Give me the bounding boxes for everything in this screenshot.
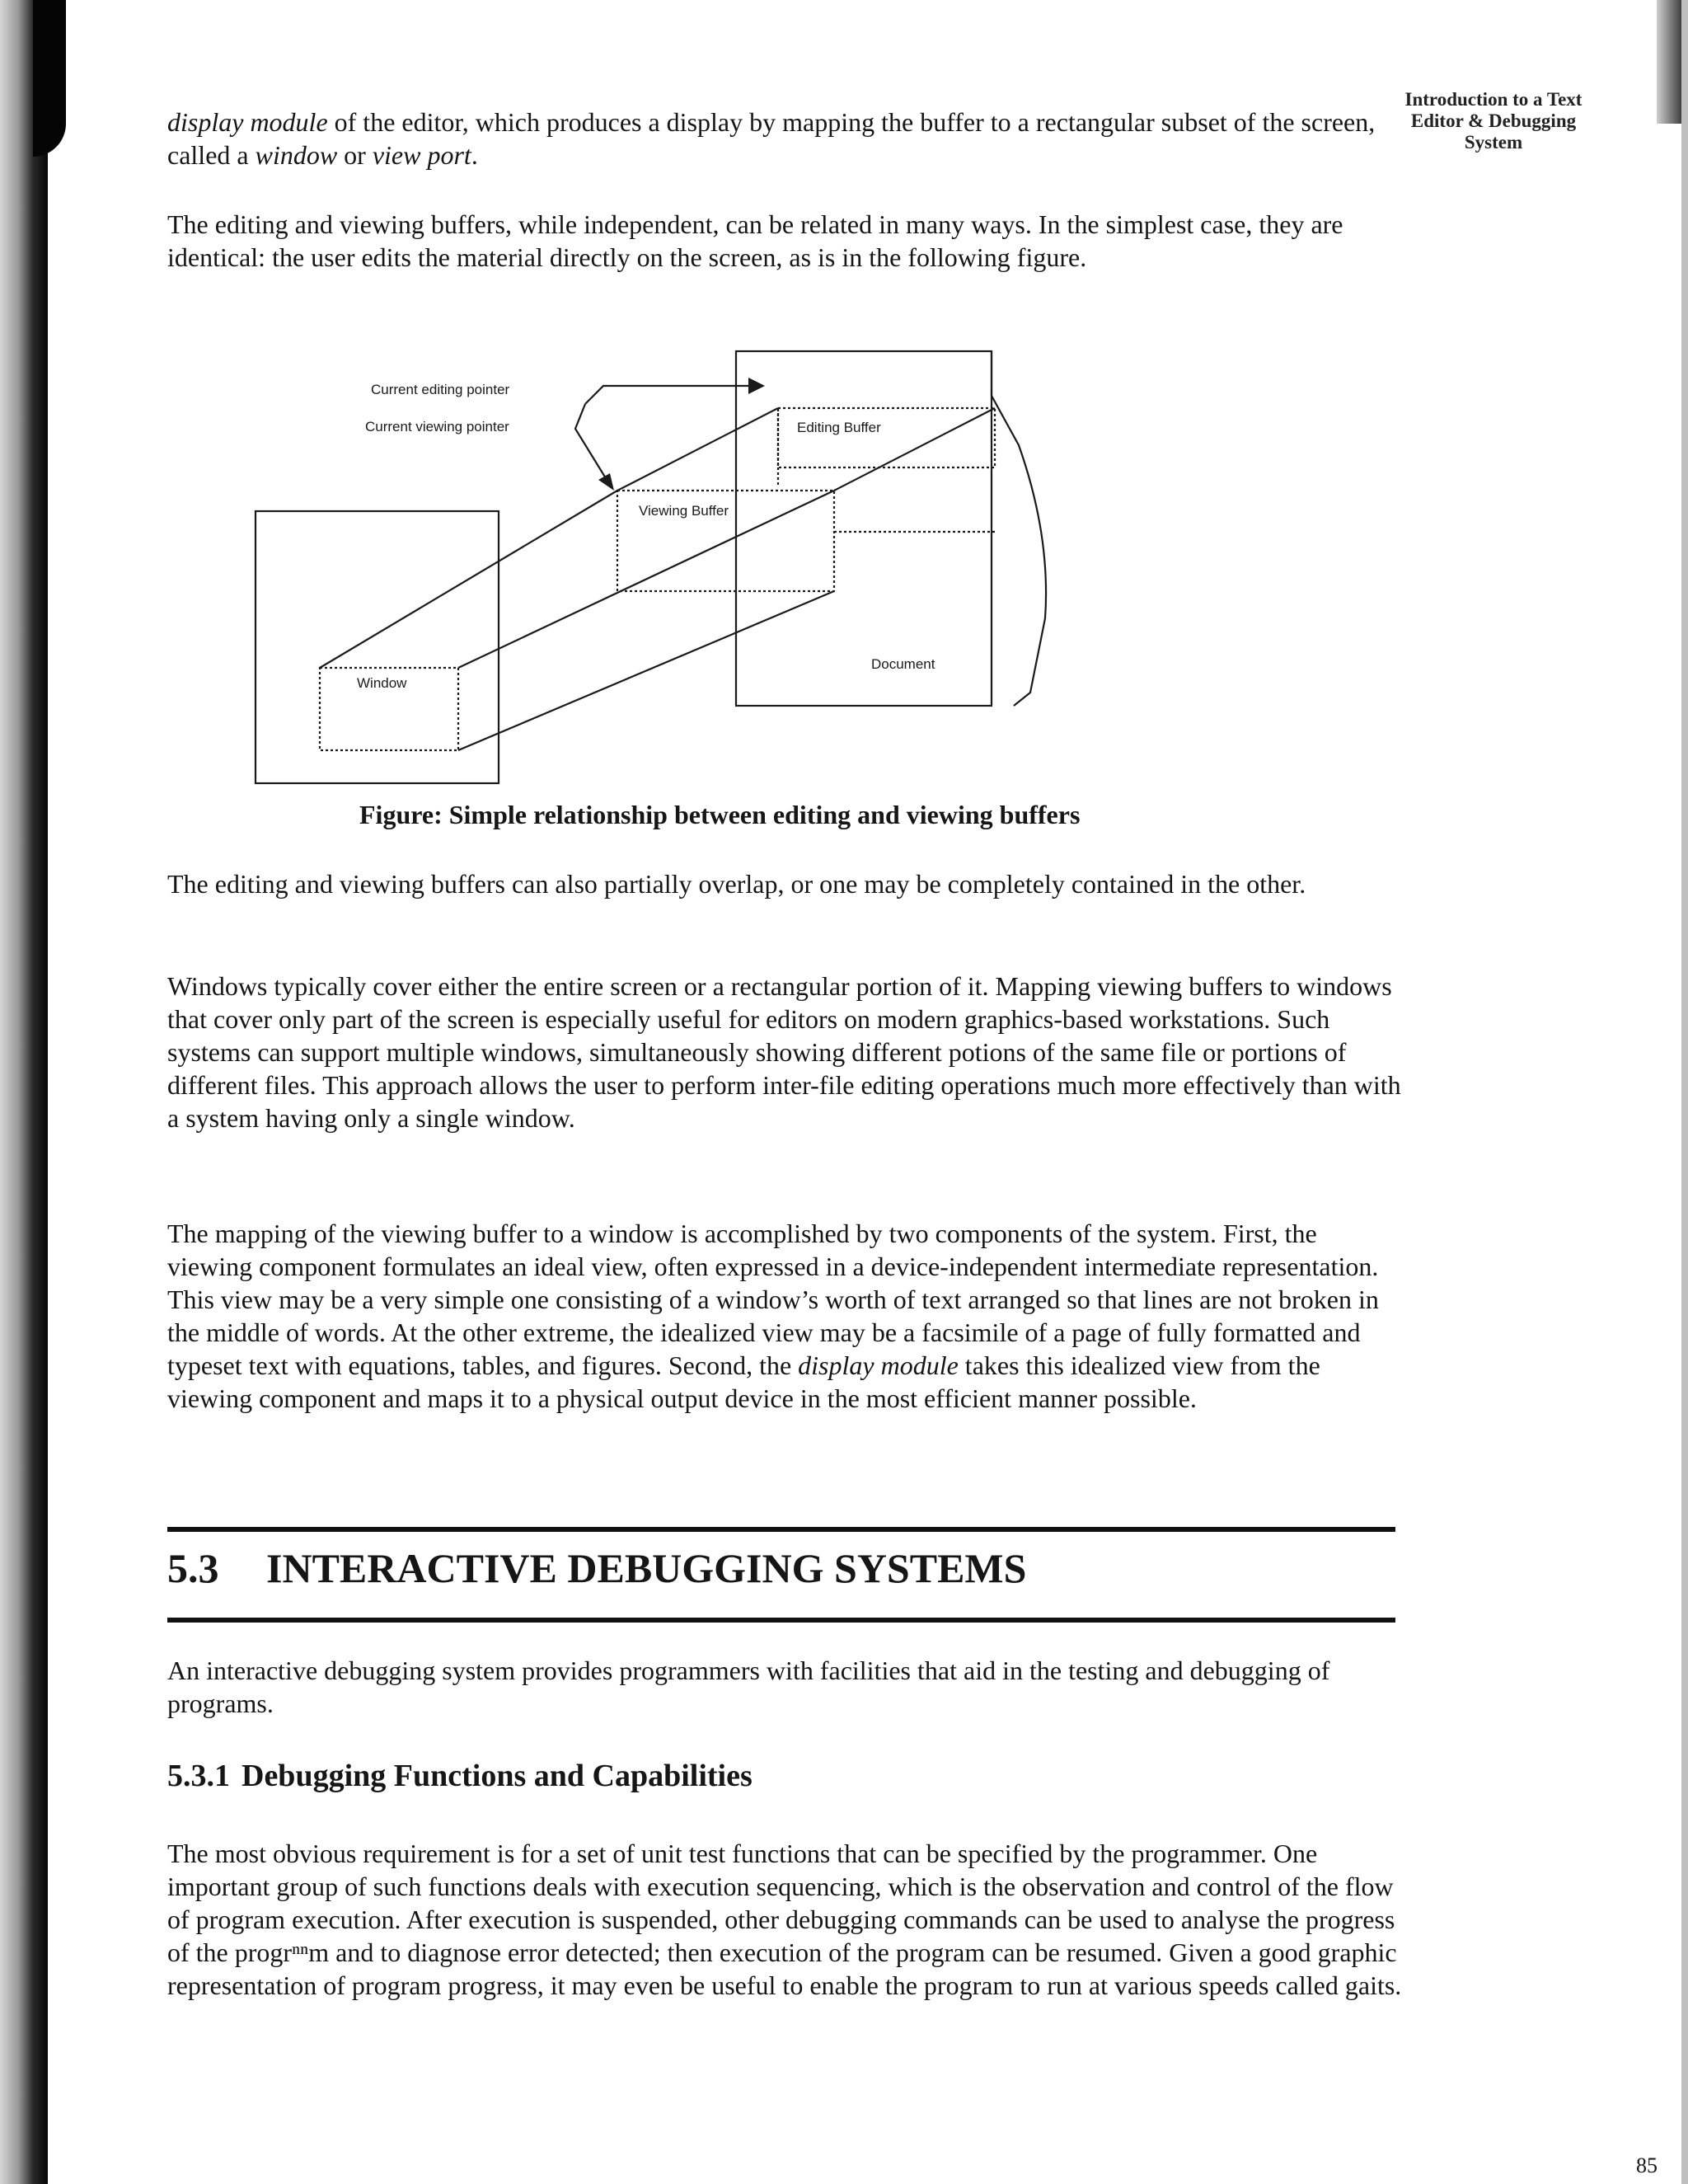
- label-viewing-buffer: Viewing Buffer: [639, 503, 729, 519]
- projection-line: [617, 408, 778, 491]
- section-number: 5.3: [167, 1545, 219, 1591]
- label-current-editing-pointer: Current editing pointer: [371, 382, 510, 397]
- section-rule-top: [167, 1527, 1395, 1532]
- paragraph-mapping: [167, 1217, 1404, 1415]
- label-editing-buffer: Editing Buffer: [797, 420, 881, 435]
- paragraph-windows: Windows typically cover either the entire screen or a rectangular portion of it. Mapping viewing buffers to windows that cover only part of the screen is especially useful for editors on modern graphics-based workstations. Such systems can support multiple windows, simultaneously showing different potions of the same file or portions of different files. This approach allows the user to perform inter-file editing operations much more effectively than with a system having only a single window.: [167, 971, 1401, 1133]
- emphasis-display-module: display module: [167, 107, 328, 137]
- editing-buffer-box: [778, 408, 995, 467]
- subsection-heading: [167, 1756, 1395, 1796]
- buffer-diagram: [247, 346, 1071, 791]
- paragraph-partial-overlap: The editing and viewing buffers can also partially overlap, or one may be completely contained in the other.: [167, 869, 1306, 899]
- emphasis-display-module: display module: [798, 1350, 959, 1380]
- document-outline: [736, 351, 992, 706]
- viewing-pointer-arrowhead: [598, 473, 614, 491]
- figure-caption: Figure: Simple relationship between editing and viewing buffers: [359, 800, 1081, 829]
- paragraph-display-module: [167, 106, 1404, 171]
- emphasis-view-port: view port: [372, 140, 471, 170]
- editing-pointer-arrowhead: [748, 378, 765, 394]
- paragraph-unit-test: The most obvious requirement is for a set of unit test functions that can be specified by the programmer. One important group of such functions deals with execution sequencing, which is the observation and control of the flow of program execution. After execution is suspended, other debugging commands can be used to analyse the progress of the progrⁿⁿm and to diagnose error detected; then execution of the program can be resumed. Given a good graphic representation of program progress, it may even be useful to enable the program to run at various speeds called gaits.: [167, 1839, 1402, 2000]
- paragraph-buffers-related: The editing and viewing buffers, while independent, can be related in many ways. In the simplest case, they are identical: the user edits the material directly on the screen, as is in the following figure.: [167, 209, 1343, 272]
- section-title: INTERACTIVE DEBUGGING SYSTEMS: [266, 1545, 1027, 1591]
- running-head: [1374, 89, 1613, 153]
- projection-line: [320, 491, 617, 668]
- label-current-viewing-pointer: Current viewing pointer: [365, 419, 509, 434]
- scanned-spine-shadow: [0, 0, 48, 2184]
- emphasis-window: window: [255, 140, 338, 170]
- running-head-line: Introduction to a Text: [1404, 89, 1582, 110]
- text-run: The mapping of the viewing buffer to a window is accomplished by two components of the system. First, the viewing component formulates an ideal view, often expressed in a device-independent intermediate representation. This view may be a very simple one consisting of a window’s worth of text arranged so that lines are not broken in the middle of words. At the other extreme, the idealized view may be a facsimile of a page of fully formatted and typeset text with equations, tables, and figures. Second, the: [167, 1219, 1379, 1380]
- text-run: of the editor, which produces a display by mapping the buffer to a rectangular subset of the screen, called a: [167, 107, 1376, 170]
- section-heading: [167, 1543, 1395, 1593]
- running-head-line: System: [1464, 132, 1523, 153]
- viewing-pointer-arrow: [575, 404, 608, 482]
- label-window: Window: [357, 675, 407, 691]
- label-document: Document: [871, 656, 935, 672]
- text-run: takes this idealized view from the viewing component and maps it to a physical output device in the most efficient manner possible.: [167, 1350, 1320, 1413]
- paragraph-debugging-intro: An interactive debugging system provides programmers with facilities that aid in the testing and debugging of programs.: [167, 1656, 1330, 1718]
- page-number: 85: [1636, 2153, 1658, 2177]
- editing-pointer-arrow: [585, 386, 752, 404]
- projection-line: [458, 591, 834, 750]
- screen-outline: [256, 511, 499, 783]
- section-rule-bottom: [167, 1618, 1395, 1623]
- figure-editing-viewing-buffers: [247, 346, 1071, 791]
- running-head-line: Editor & Debugging: [1410, 110, 1577, 131]
- subsection-title: Debugging Functions and Capabilities: [241, 1759, 753, 1793]
- document-page-curl: [992, 351, 1046, 706]
- scanned-right-edge: [1681, 0, 1688, 2184]
- scanned-page-curl: [33, 0, 66, 157]
- text-run: .: [471, 140, 478, 170]
- subsection-number: 5.3.1: [167, 1759, 230, 1793]
- text-run: or: [337, 140, 373, 170]
